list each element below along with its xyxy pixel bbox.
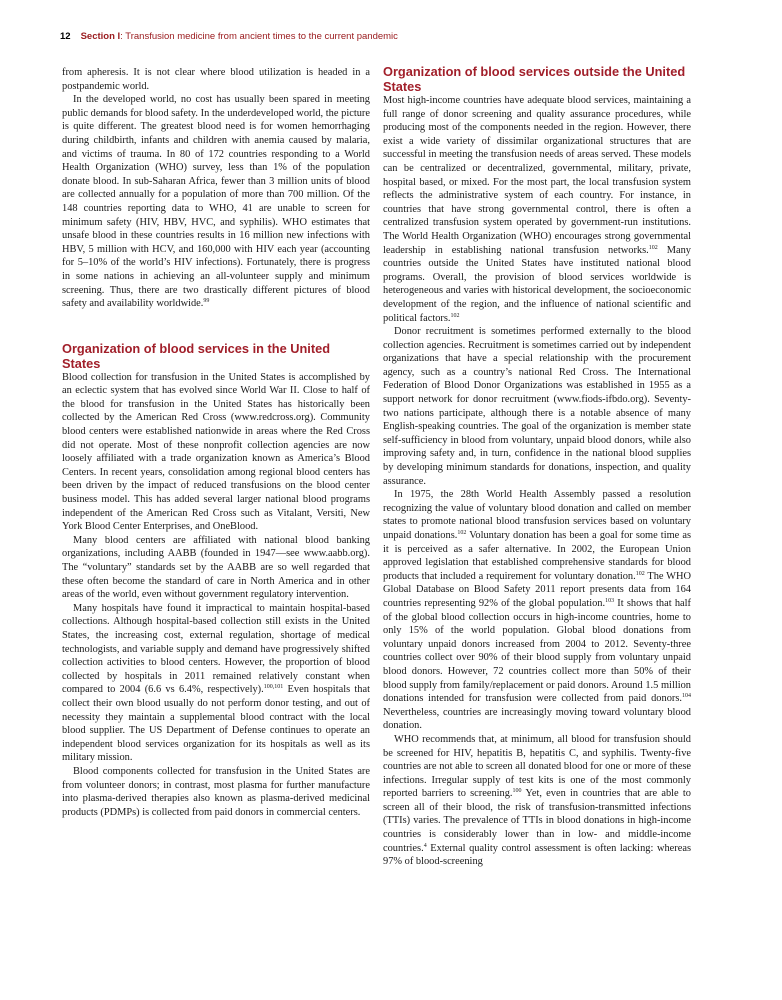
paragraph: In the developed world, no cost has usually been spared in meeting public demands for blood safety. In the underdeveloped world, the picture is quite different. The greatest blood need is for women hemorrhaging during childbirth, infants and children with anemia caused by malaria, and victims of trauma. In 80 of 172 countries responding to a World Health Organization (WHO) survey, less than 1% of the population donate blood. In sub-Saharan Africa, fewer than 3 million units of blood are collected annually for a population of more than 700 million. Of the 148 countries reporting data to WHO, 41 are unable to screen for minimum safety (HIV, HBV, HVC, and syphilis). WHO estimates that unsafe blood in these countries results in 16 million new infections with HBV, 5 million with HCV, and 160,000 with HIV each year (accounting for 5–10% of the world’s HIV infections). Fortunately, there is progress in some nations in achieving an all-volunteer supply and minimum screening. Thus, there are two drastically different pictures of blood safety and availability worldwide.$^{99}$ xyxy=(62,94,370,310)
left-column xyxy=(62,66,370,819)
paragraph: In 1975, the 28th World Health Assembly passed a resolution recognizing the value of voluntary blood donation and called on member states to promote national blood transfusion services based on voluntary unpaid donations.$^{102}$ Voluntary donation has been a goal for some time as it is perceived as a safer alternative. In 2002, the European Union approved legislation that established comprehensive standards for blood products that included a requirement for voluntary donation.$^{102}$ The WHO Global Database on Blood Safety 2011 report presents data from 164 countries representing 92% of the global population.$^{103}$ It shows that half of the global blood collection occurs in high-income countries, home to only 15% of the world population. Global blood donations from voluntary unpaid donors increased from 2004 to 2012. Seventy-three countries collect over 90% of their blood supply from voluntary unpaid blood donors. However, 72 countries collect more than 50% of their blood supply from family/replacement or paid donors. Around 1.5 million donations intended for transfusion were collected from paid donors.$^{104}$ Nevertheless, countries are increasingly moving toward voluntary blood donation. xyxy=(383,489,691,732)
reference: 104 xyxy=(682,693,691,700)
reference: 4 xyxy=(423,842,427,849)
reference: 102 xyxy=(648,244,658,251)
reference: 103 xyxy=(605,597,615,604)
section-label: Section I xyxy=(80,31,121,42)
reference: 99 xyxy=(203,298,210,305)
section-heading: Organization of blood services outside the United States xyxy=(383,64,686,94)
reference: 102 xyxy=(635,570,645,577)
page-number: 12 xyxy=(60,31,71,42)
paragraph: from apheresis. It is not clear where blood utilization is headed in a postpandemic world. xyxy=(62,67,370,92)
paragraph: Blood collection for transfusion in the United States is accomplished by an eclectic system that has evolved since World War II. Close to half of the blood for transfusion in the United States has historically been collected by the American Red Cross (www.redcross.org). Community blood centers were established nationwide in areas where the Red Cross did not operate. Most of these nonprofit collection agencies are now loosely affiliated with a trade organization known as America’s Blood Centers. In recent years, consolidation among regional blood centers has been driven by the impact of reduced transfusions on the blood center business model. This has added several larger national blood programs independent of the American Red Cross such as Vitalant, Versiti, New York Blood Center Enterprises, and OneBlood. xyxy=(62,371,370,533)
running-header xyxy=(60,31,398,42)
paragraph: Donor recruitment is sometimes performed externally to the blood collection agencies. Recruitment is sometimes carried out by independent organizations that have a special relationship with the procurement agency, such as a country’s national Red Cross. The International Federation of Blood Donor Organizations was established in 1955 as a support network for donor recruitment (www.fiods-ifbdo.org). Seventy-two nations participate, although there is a notable absence of many English-speaking countries. The goal of the organization is member state self-sufficiency in blood from voluntary, unpaid blood donors, while also improving safety and, in turn, confidence in the national blood supplies by developing minimum standards for donations, inspection, and quality assurance. xyxy=(383,326,691,487)
reference: 100 xyxy=(512,788,522,795)
right-column xyxy=(383,64,691,869)
reference: 102 xyxy=(450,312,460,319)
section-heading: Organization of blood services in the United States xyxy=(62,340,331,371)
section-title: : Transfusion medicine from ancient times to the current pandemic xyxy=(120,31,398,42)
paragraph: Many blood centers are affiliated with national blood banking organizations, including AABB (founded in 1947—see www.aabb.org). The “voluntary” standards set by the AABB are so well regarded that these often become the standard of care in North America and in other areas of the world, even without government regulatory intervention. xyxy=(62,534,370,601)
paragraph: Many hospitals have found it impractical to maintain hospital-based collections. Although hospital-based collection still exists in the United States, the increasing cost, external regulation, shortage of medical technologists, and variable supply and demand have progressively shifted collection activities to blood centers. However, the proportion of blood collected by hospitals in 2011 remained relatively constant when compared to 2004 (6.6 vs 6.4%, respectively).$^{100,101}$ Even hospitals that collect their own blood usually do not perform donor testing, and out of necessity they maintain a supplemental blood contract with the local blood supplier. The US Department of Defense continues to operate an independent blood services organization for its hospitals as well as its military mission. xyxy=(62,602,370,764)
paragraph: Most high-income countries have adequate blood services, maintaining a full range of donor screening and quality assurance procedures, while producing most of the components needed in the region. However, there exist a wide variety of dissimilar organizational structures that are successful in meeting the transfusion needs of areas served. These models can be centralized or decentralized, governmental, military, private, hospital based, or mixed. For the most part, the local transfusion system reflects the administrative system of each country. For instance, in countries that have strong governmental control, there is often a centralized transfusion system operated by government-run institutions. The World Health Organization (WHO) encourages strong governmental leadership in establishing national transfusion networks.$^{102}$ Many countries outside the United States have instituted national blood programs. Overall, the provision of blood services worldwide is heterogeneous and varies with historical development, the socioeconomic development of the region, and the influence of national scientific and political factors.$^{102}$ xyxy=(383,95,691,324)
paragraph: WHO recommends that, at minimum, all blood for transfusion should be screened for HIV, hepatitis B, hepatitis C, and syphilis. Twenty-five countries are not able to screen all donated blood for one or more of these infections. Irregular supply of test kits is one of the most commonly reported barriers to screening.$^{100}$ Yet, even in countries that are able to screen all of their blood, the risk of transfusion-transmitted infections (TTIs) varies. The prevalence of TTIs in blood donations in high-income countries is considerably lower than in low- and middle-income countries.$^4$ External quality control assessment is often lacking: whereas 97% of blood-screening xyxy=(383,733,691,868)
paragraph: Blood components collected for transfusion in the United States are from volunteer donors; in contrast, most plasma for further manufacture into plasma-derived therapies also known as plasma-derived medicinal products (PDMPs) is collected from paid donors in commercial centers. xyxy=(62,765,370,818)
reference: 100,101 xyxy=(263,684,284,691)
reference: 102 xyxy=(457,530,467,536)
